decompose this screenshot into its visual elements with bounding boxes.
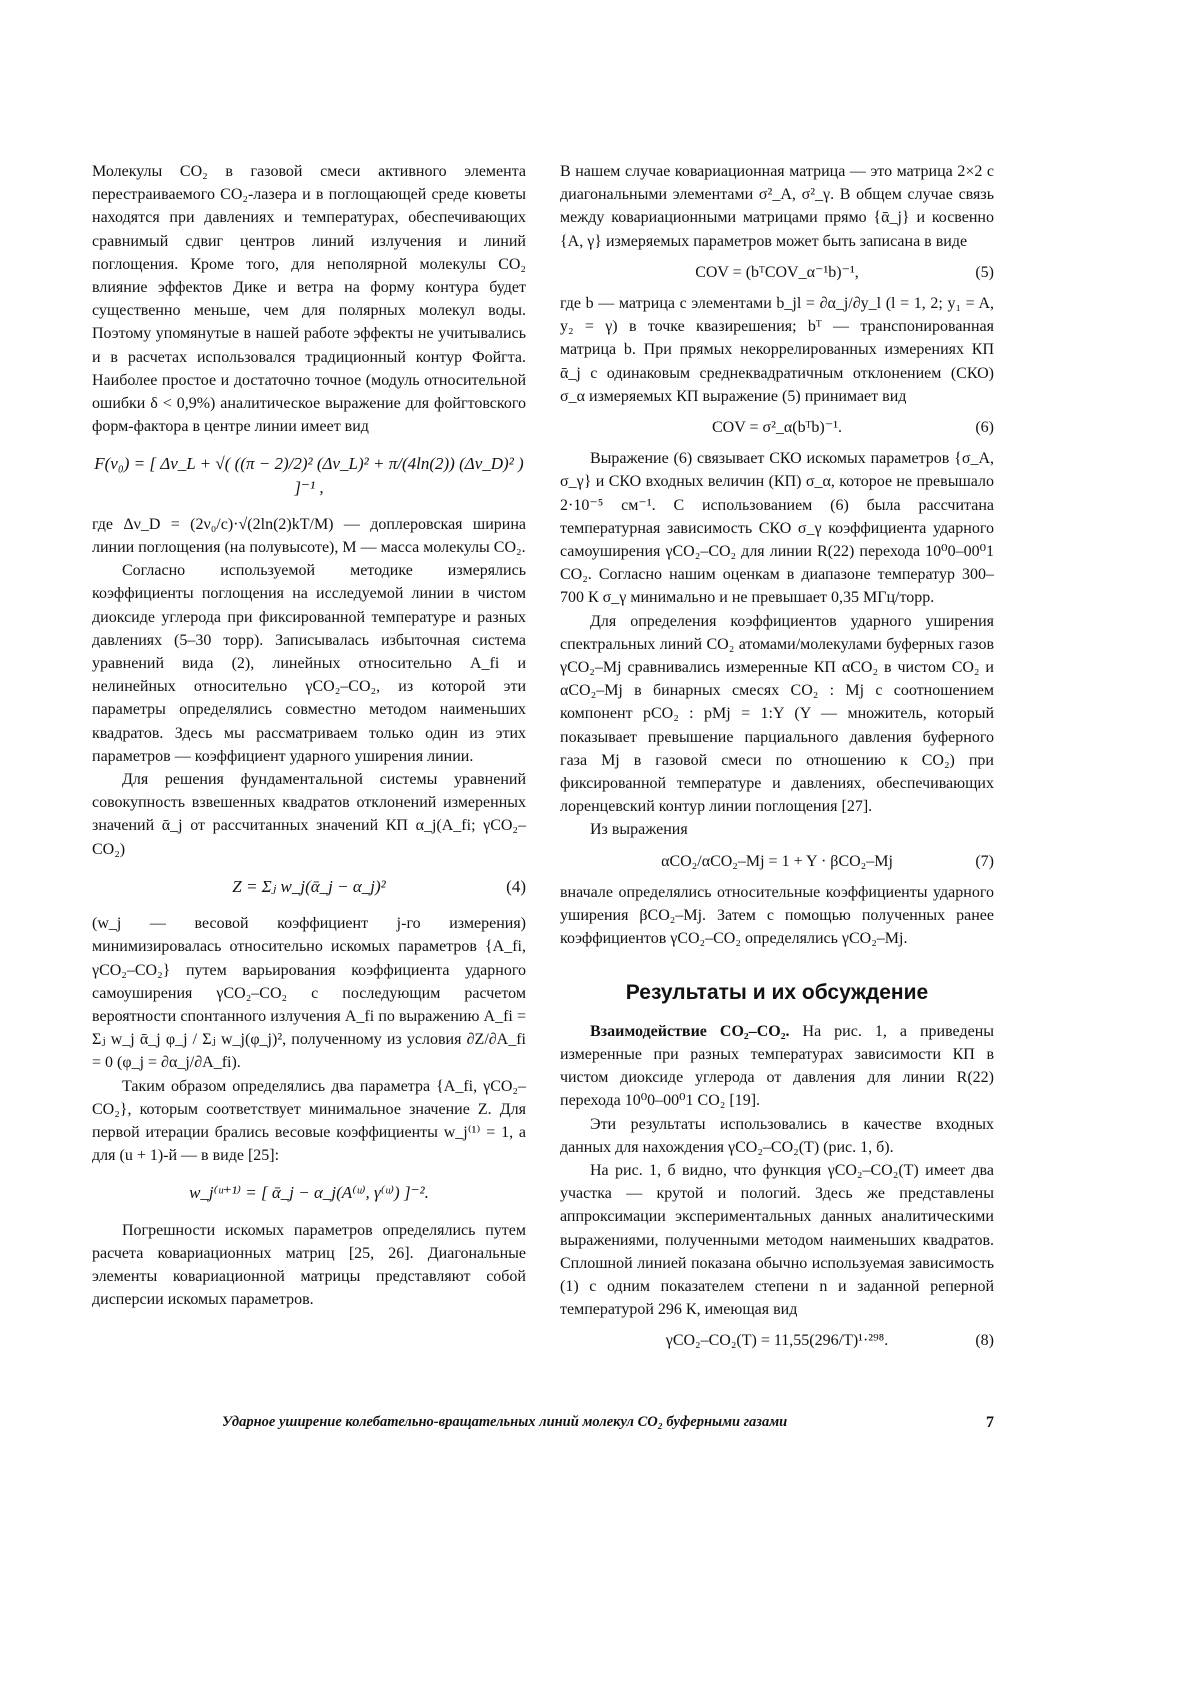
paragraph: Согласно используемой методике измерялись коэффициенты поглощения на исследуемой линии в чистом диоксиде углерода при фиксированной температуре и разных давлениях (5–30 торр). Записывалась избыточная система уравнений вида (2), линейных относительно A_fi и нелинейных относительно γCO₂–CO₂, из которой эти параметры определялись совместно методом наименьших квадратов. Здесь мы рассматриваем только один из этих параметров — коэффициент ударного уширения линии.: [92, 562, 526, 765]
paragraph: Погрешности искомых параметров определялись путем расчета ковариационных матриц [25, 26]. Диагональные элементы ковариационной матрицы представляют собой дисперсии искомых параметров.: [92, 1221, 526, 1309]
equation-5: [560, 261, 994, 284]
paragraph-lead: Взаимодействие CO₂–CO₂.: [590, 1022, 790, 1040]
equation-6: [560, 416, 994, 439]
equation-text: COV = (bᵀCOV_α⁻¹b)⁻¹,: [695, 263, 859, 281]
paragraph: Выражение (6) связывает СКО искомых параметров {σ_A, σ_γ} и СКО входных величин (КП) σ_α, которое не превышало 2·10⁻⁵ см⁻¹. С использованием (6) была рассчитана температурная зависимость СКО σ_γ коэффициента ударного самоуширения γCO₂–CO₂ для линии R(22) перехода 10⁰0–00⁰1 CO₂. Согласно нашим оценкам в диапазоне температур 300–700 К σ_γ минимально и не превышает 0,35 МГц/торр.: [560, 450, 994, 607]
right-column: [560, 160, 994, 1361]
equation-number: (4): [506, 876, 526, 896]
equation-text: F(ν₀) = [ Δν_L + √( ((π − 2)/2)² (Δν_L)² + π/(4ln(2)) (Δν_D)² ) ]⁻¹ ,: [94, 454, 524, 497]
equation-number: (6): [975, 419, 994, 437]
equation-number: (8): [975, 1332, 994, 1350]
equation-7: [560, 850, 994, 873]
paragraph: В нашем случае ковариационная матрица — это матрица 2×2 с диагональными элементами σ²_A, σ²_γ. В общем случае связь между ковариационными матрицами прямо {ᾱ_j} и косвенно {A, γ} измеряемых параметров может быть записана в виде: [560, 163, 994, 250]
footer-title: Ударное уширение колебательно-вращательных линий молекул CO₂ буферными газами: [222, 1414, 788, 1430]
equation-text: COV = σ²_α(bᵀb)⁻¹.: [711, 419, 842, 437]
equation-4: [92, 875, 526, 898]
equation-number: (7): [975, 852, 994, 870]
paragraph: Для определения коэффициентов ударного уширения спектральных линий CO₂ атомами/молекулами буферных газов γCO₂–Mj сравнивались измеренные КП αCO₂ в чистом CO₂ и αCO₂–Mj в бинарных смесях CO₂ : Mj с соотношением компонент pCO₂ : pMj = 1:Y (Y — множитель, который показывает превышение парциального давления буферного газа Mj в газовой смеси по отношению к CO₂) при фиксированной температуре и давлениях, обеспечивающих лоренцевский контур линии поглощения [27].: [560, 612, 994, 816]
paragraph: Из выражения: [590, 821, 688, 839]
paragraph: Таким образом определялись два параметра {A_fi, γCO₂–CO₂}, которым соответствует минимальное значение Z. Для первой итерации брались весовые коэффициенты w_j⁽¹⁾ = 1, а для (u + 1)-й — в виде [25]:: [92, 1077, 526, 1165]
paragraph: (w_j — весовой коэффициент j-го измерения) минимизировалась относительно искомых параметров {A_fi, γCO₂–CO₂} путем варьирования коэффициента ударного самоуширения γCO₂–CO₂ с последующим расчетом вероятности спонтанного излучения A_fi по выражению A_fi = Σⱼ w_j ᾱ_j φ_j / Σⱼ w_j(φ_j)², полученному из условия ∂Z/∂A_fi = 0 (φ_j = ∂α_j/∂A_fi).: [92, 915, 526, 1072]
equation-8: [560, 1329, 994, 1352]
equation-text: w_j⁽ᵘ⁺¹⁾ = [ ᾱ_j − α_j(A⁽ᵘ⁾, γ⁽ᵘ⁾) ]⁻².: [189, 1183, 429, 1203]
paragraph: Эти результаты использовались в качестве входных данных для нахождения γCO₂–CO₂(T) (рис. 1, б).: [560, 1115, 994, 1156]
section-heading: Результаты и их обсуждение: [625, 980, 929, 1004]
paragraph: где Δν_D = (2ν₀/c)·√(2ln(2)kT/M) — доплеровская ширина линии поглощения (на полувысоте), M — масса молекулы CO₂.: [92, 515, 526, 557]
paragraph: вначале определялись относительные коэффициенты ударного уширения βCO₂–Mj. Затем с помощью полученных ранее коэффициентов γCO₂–CO₂ определялись γCO₂–Mj.: [560, 883, 994, 948]
paragraph: На рис. 1, б видно, что функция γCO₂–CO₂(T) имеет два участка — крутой и пологий. Здесь же представлены аппроксимации экспериментальных данных аналитическими выражениями, полученными методом наименьших квадратов. Сплошной линией показана обычно используемая зависимость (1) с одним показателем степени n и заданной реперной температурой 296 К, имеющая вид: [560, 1161, 994, 1319]
equation-text: Z = Σⱼ w_j(ᾱ_j − α_j)²: [232, 876, 386, 896]
paragraph-text: На рис. 1, а приведены измеренные при разных температурах зависимости КП в чистом диоксиде углерода от давления для линии R(22) перехода 10⁰0–00⁰1 CO₂ [19].: [560, 1022, 995, 1110]
paragraph: Молекулы CO₂ в газовой смеси активного элемента перестраиваемого CO₂-лазера и в поглощающей среде кюветы находятся при давлениях и температурах, обеспечивающих сравнимый сдвиг центров линий излучения и линий поглощения. Кроме того, для неполярной молекулы CO₂ влияние эффектов Дике и ветра на форму контура будет существенно меньше, чем для полярных молекул воды. Поэтому упомянутые в нашей работе эффекты не учитывались и в расчетах использовался традиционный контур Фойгта. Наиболее простое и достаточно точное (модуль относительной ошибки δ < 0,9%) аналитическое выражение для фойгтовского форм-фактора в центре линии имеет вид: [92, 163, 526, 436]
equation-weights: [92, 1181, 526, 1204]
equation-voigt: [92, 452, 526, 498]
equation-number: (5): [975, 263, 994, 281]
equation-text: αCO₂/αCO₂–Mj = 1 + Y · βCO₂–Mj: [661, 852, 893, 870]
page-number: 7: [986, 1414, 994, 1431]
paragraph: где b — матрица с элементами b_jl = ∂α_j/∂y_l (l = 1, 2; y₁ = A, y₂ = γ) в точке квазирешения; bᵀ — транспонированная матрица b. При прямых некоррелированных измерениях КП ᾱ_j с одинаковым среднеквадратичным отклонением (СКО) σ_α измеряемых КП выражение (5) принимает вид: [560, 295, 994, 405]
paragraph: Для решения фундаментальной системы уравнений совокупность взвешенных квадратов отклонений измеренных значений ᾱ_j от рассчитанных значений КП α_j(A_fi; γCO₂–CO₂): [92, 771, 526, 858]
left-column: [92, 160, 526, 1311]
equation-text: γCO₂–CO₂(T) = 11,55(296/T)¹·²⁹⁸.: [665, 1332, 889, 1350]
paragraph: [560, 1020, 994, 1113]
